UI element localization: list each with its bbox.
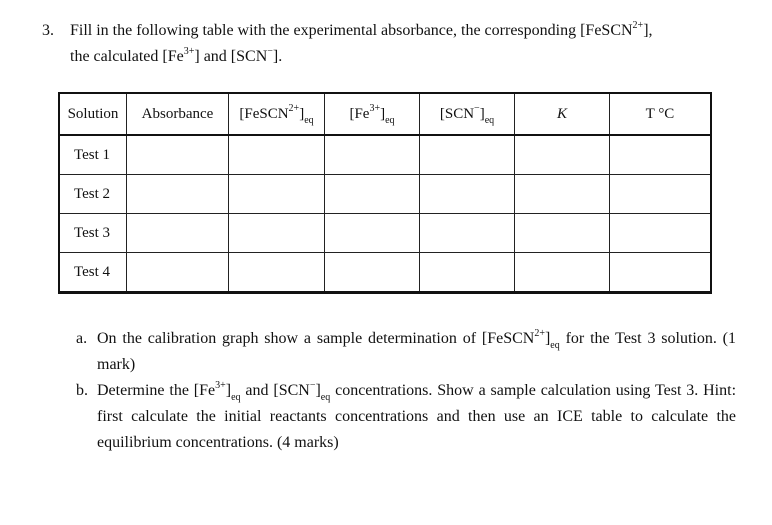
header-k: K [515,93,610,135]
cell-k[interactable] [515,175,610,214]
cell-temperature[interactable] [610,214,712,253]
question-3 [42,18,742,70]
header-fe: $[Fe^{3+}]_{eq}$ [325,93,420,135]
question-text: Fill in the following table with the experimental absorbance, the corresponding [FeSCN$^{2+}$], the calculated $[Fe^{3+}]$ and [SCN−]. [70,19,653,65]
cell-fescn[interactable] [229,214,325,253]
question-number: 3. [42,22,54,39]
cell-fescn[interactable] [229,253,325,293]
cell-k[interactable] [515,135,610,175]
sub-question-b: b. Determine the $[Fe^{3+}]_{eq}$ and $[SCN^-]_{eq}$ concentrations. Show a sample calculation using Test 3. Hint: first calculate the initial reactants concentrations and then use an ICE table to calculate the equilibrium concentrations. (4 marks) [76,379,737,451]
results-table [58,92,712,294]
row-label: Test 2 [59,175,127,214]
cell-temperature[interactable] [610,253,712,293]
table-row [59,253,711,293]
sub-question-label: a. [76,330,88,347]
cell-k[interactable] [515,253,610,293]
sub-questions [76,326,736,456]
cell-scn[interactable] [420,253,515,293]
cell-fescn[interactable] [229,135,325,175]
cell-scn[interactable] [420,175,515,214]
row-label: Test 3 [59,214,127,253]
cell-absorbance[interactable] [127,253,229,293]
cell-temperature[interactable] [610,175,712,214]
header-fescn: $[FeSCN^{2+}]_{eq}$ [229,93,325,135]
cell-absorbance[interactable] [127,214,229,253]
cell-scn[interactable] [420,135,515,175]
table-row [59,175,711,214]
cell-fe[interactable] [325,175,420,214]
cell-fe[interactable] [325,135,420,175]
cell-fescn[interactable] [229,175,325,214]
table-row [59,214,711,253]
header-temperature: T °C [610,93,712,135]
cell-fe[interactable] [325,214,420,253]
table-row [59,135,711,175]
row-label: Test 1 [59,135,127,175]
header-solution: Solution [59,93,127,135]
cell-k[interactable] [515,214,610,253]
cell-fe[interactable] [325,253,420,293]
header-scn: $[SCN^-]_{eq}$ [420,93,515,135]
cell-temperature[interactable] [610,135,712,175]
cell-absorbance[interactable] [127,175,229,214]
header-absorbance: Absorbance [127,93,229,135]
sub-question-a: a. On the calibration graph show a sample determination of $[FeSCN^{2+}]_{eq}$ for the Test 3 solution. (1 mark) [76,327,737,373]
table-header-row [59,93,711,135]
cell-absorbance[interactable] [127,135,229,175]
sub-question-label: b. [76,382,88,399]
row-label: Test 4 [59,253,127,293]
cell-scn[interactable] [420,214,515,253]
